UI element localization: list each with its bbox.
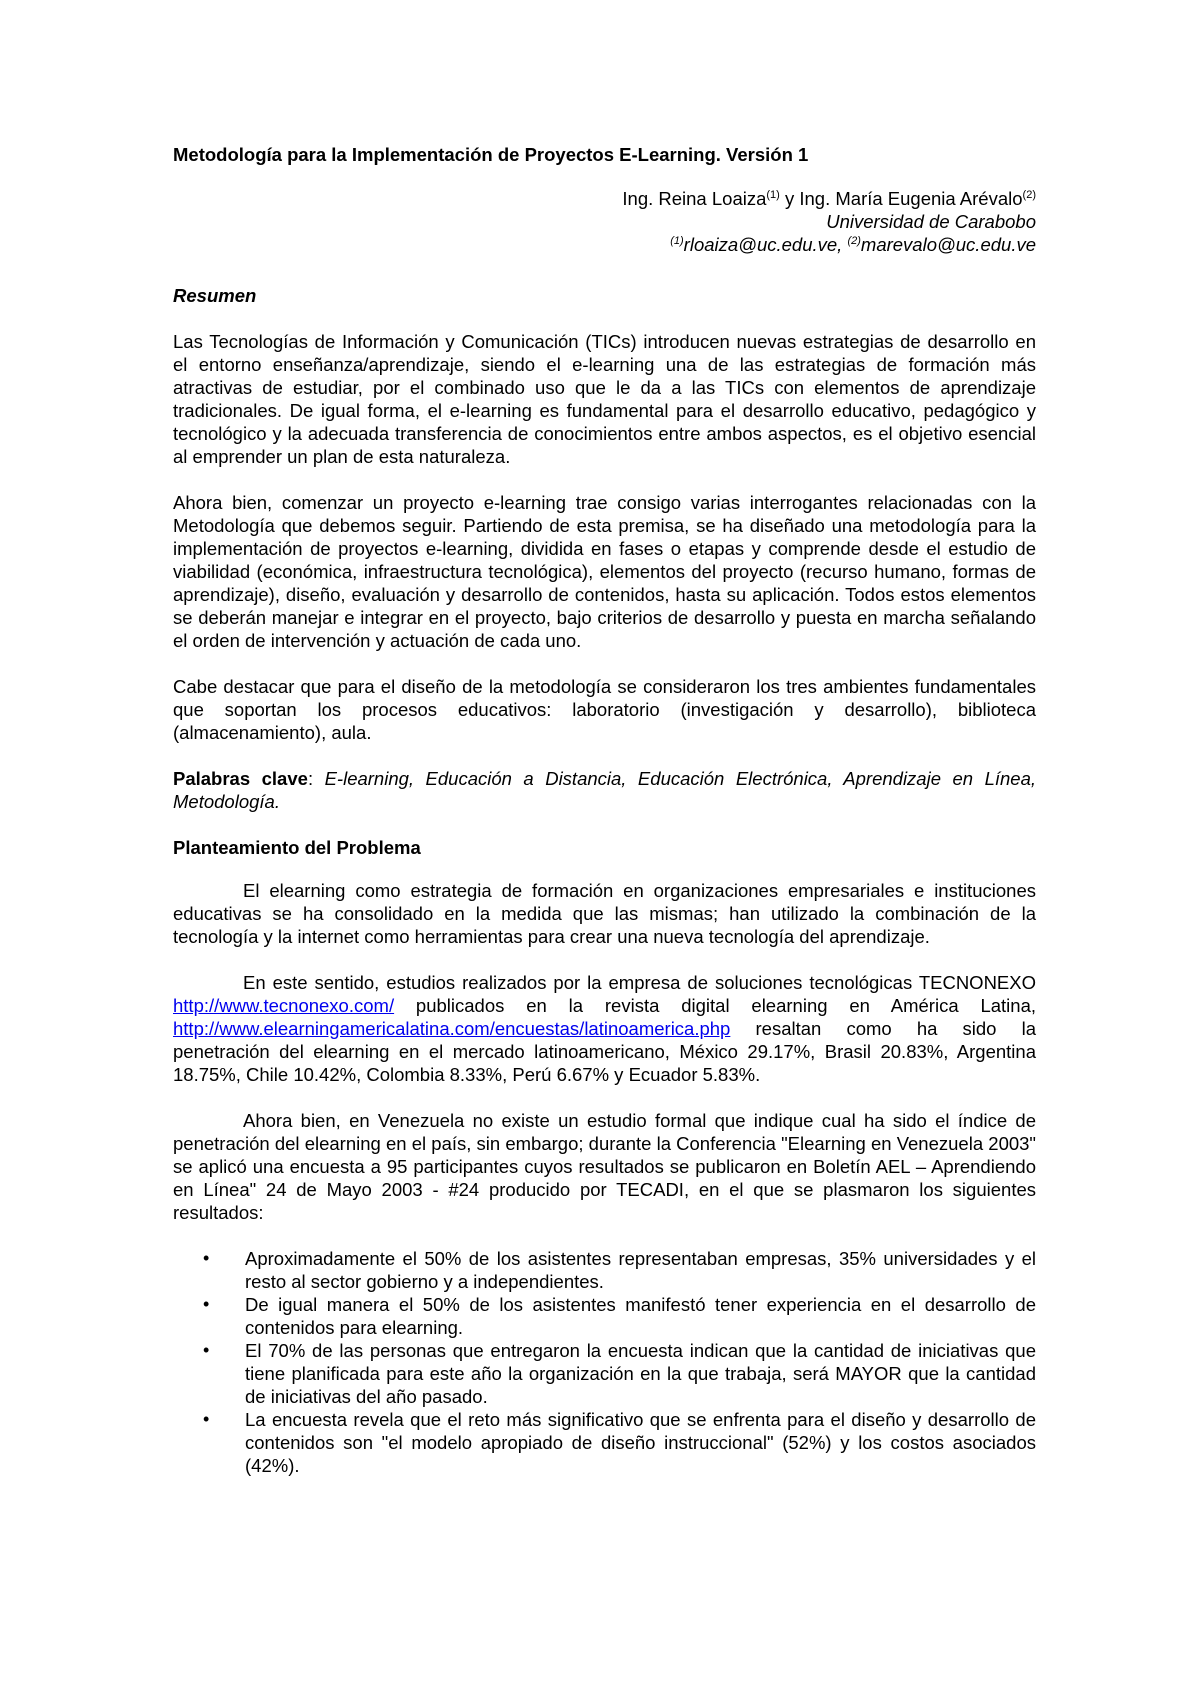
problem-paragraph-3: Ahora bien, en Venezuela no existe un estudio formal que indique cual ha sido el índice de penetración del elearning en el país, sin embargo; durante la Conferencia "Elearning en Venezuela 2003" se aplicó una encuesta a 95 participantes cuyos resultados se publicaron en Boletín AEL – Aprendiendo en Línea" 24 de Mayo 2003 - #24 producido por TECADI, en el que se plasmaron los siguientes resultados: — [173, 1110, 1036, 1223]
bullet-icon: • — [203, 1248, 210, 1268]
keywords — [173, 767, 1036, 813]
problem-paragraph-2 — [173, 971, 1036, 1086]
section-heading-problem: Planteamiento del Problema — [173, 837, 421, 858]
author-names — [436, 187, 1036, 210]
author-block — [436, 187, 1036, 256]
email-1: rloaiza@uc.edu.ve, — [683, 234, 848, 255]
list-item — [173, 1408, 1036, 1477]
body-text — [173, 284, 1036, 1477]
list-item-text: La encuesta revela que el reto más significativo que se enfrenta para el diseño y desarrollo de contenidos son "el modelo apropiado de diseño instruccional" (52%) y los costos asociados (42%). — [245, 1409, 1036, 1476]
list-item-text: De igual manera el 50% de los asistentes manifestó tener experiencia en el desarrollo de contenidos para elearning. — [245, 1294, 1036, 1338]
author-emails — [436, 233, 1036, 256]
abstract-heading: Resumen — [173, 285, 257, 306]
author-2: y Ing. María Eugenia Arévalo — [779, 188, 1023, 209]
problem-paragraph-2-part-a: En este sentido, estudios realizados por la empresa de soluciones tecnológicas TECNONEXO — [243, 972, 1036, 993]
paper-title: Metodología para la Implementación de Proyectos E-Learning. Versión 1 — [173, 144, 809, 165]
abstract-paragraph-3: Cabe destacar que para el diseño de la metodología se consideraron los tres ambientes fundamentales que soportan los procesos educativos: laboratorio (investigación y desarrollo), biblioteca (almacenamiento), aula. — [173, 676, 1036, 743]
results-list — [173, 1247, 1036, 1477]
author-2-affiliation-mark: (2) — [1022, 189, 1036, 201]
list-item — [173, 1247, 1036, 1293]
list-item — [173, 1339, 1036, 1408]
list-item-text: Aproximadamente el 50% de los asistentes representaban empresas, 35% universidades y el resto al sector gobierno y a independientes. — [245, 1248, 1036, 1292]
keywords-separator: : — [307, 768, 325, 789]
university: Universidad de Carabobo — [826, 211, 1036, 232]
keywords-label: Palabras clave — [173, 768, 308, 789]
bullet-icon: • — [203, 1340, 210, 1360]
list-item-text: El 70% de las personas que entregaron la encuesta indican que la cantidad de iniciativas que tiene planificada para este año la organización en la que trabaja, será MAYOR que la cantidad de iniciativas del año pasado. — [245, 1340, 1036, 1407]
abstract-paragraph-1: Las Tecnologías de Información y Comunicación (TICs) introducen nuevas estrategias de desarrollo en el entorno enseñanza/aprendizaje, siendo el e-learning una de las estrategias de formación más atractivas de estudiar, por el combinado uso que le da a las TICs con elementos de aprendizaje tradicionales. De igual forma, el e-learning es fundamental para el desarrollo educativo, pedagógico y tecnológico y la adecuada transferencia de conocimientos entre ambos aspectos, es el objetivo esencial al emprender un plan de esta naturaleza. — [173, 331, 1036, 467]
problem-paragraph-2-part-c: resaltan como ha sido la penetración del elearning en el mercado latinoamericano, México 29.17%, Brasil 20.83%, Argentina 18.75%, Chile 10.42%, Colombia 8.33%, Perú 6.67% y Ecuador 5.83%. — [173, 1018, 1036, 1085]
abstract-paragraph-2: Ahora bien, comenzar un proyecto e-learning trae consigo varias interrogantes relacionadas con la Metodología que debemos seguir. Partiendo de esta premisa, se ha diseñado una metodología para la implementación de proyectos e-learning, dividida en fases o etapas y comprende desde el estudio de viabilidad (económica, infraestructura tecnológica), elementos del proyecto (recurso humano, formas de aprendizaje), diseño, evaluación y desarrollo de contenidos, hasta su aplicación. Todos estos elementos se deberán manejar e integrar en el proyecto, bajo criterios de desarrollo y puesta en marcha señalando el orden de intervención y actuación de cada uno. — [173, 492, 1036, 651]
email-2-mark: (2) — [847, 235, 861, 247]
elearning-america-latina-link[interactable]: http://www.elearningamericalatina.com/encuestas/latinoamerica.php — [173, 1018, 731, 1039]
problem-paragraph-1: El elearning como estrategia de formación en organizaciones empresariales e instituciones educativas se ha consolidado en la medida que las mismas; han utilizado la combinación de la tecnología y la internet como herramientas para crear una nueva tecnología del aprendizaje. — [173, 880, 1036, 947]
author-1: Ing. Reina Loaiza — [622, 188, 767, 209]
author-1-affiliation-mark: (1) — [766, 189, 780, 201]
keywords-text: E-learning, Educación a Distancia, Educación Electrónica, Aprendizaje en Línea, Metodología. — [173, 768, 1036, 812]
problem-paragraph-2-part-b: publicados en la revista digital elearning en América Latina, — [394, 995, 1036, 1016]
email-1-mark: (1) — [670, 235, 684, 247]
bullet-icon: • — [203, 1409, 210, 1429]
email-2: marevalo@uc.edu.ve — [860, 234, 1036, 255]
tecnonexo-link[interactable]: http://www.tecnonexo.com/ — [173, 995, 395, 1016]
bullet-icon: • — [203, 1294, 210, 1314]
list-item — [173, 1293, 1036, 1339]
